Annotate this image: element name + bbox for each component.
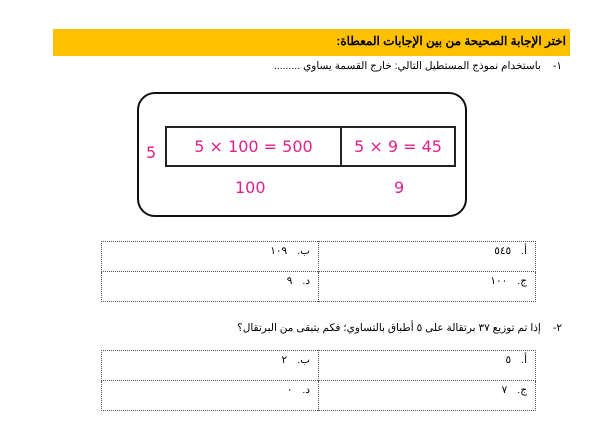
question-text: باستخدام نموذج المستطيل التالي: خارج القسمة يساوي ......... (273, 60, 541, 72)
question-1 (274, 60, 562, 72)
instruction-text: اختر الإجابة الصحيحة من بين الإجابات المعطاة: (336, 34, 566, 48)
model-bottom-label-b: 9 (394, 178, 405, 197)
question-1-options (101, 241, 536, 302)
model-cell-a: 5 × 100 = 500 (167, 128, 342, 165)
option-c[interactable]: ج.٧ (319, 381, 536, 411)
question-number: ١- (552, 60, 562, 72)
model-side-label: 5 (146, 143, 157, 162)
area-model-rectangle (165, 126, 456, 167)
model-bottom-label-a: 100 (235, 178, 266, 197)
option-d[interactable]: د.٩ (102, 272, 319, 302)
option-d[interactable]: د.٠ (102, 381, 319, 411)
question-2-options (101, 350, 536, 411)
model-cell-b: 5 × 9 = 45 (354, 137, 442, 156)
question-text: إذا تم توزيع ٣٧ برتقالة على ٥ أطباق بالتساوي؛ فكم يتبقى من البرتقال؟ (237, 322, 541, 334)
option-c[interactable]: ج.١٠٠ (319, 272, 536, 302)
option-b[interactable]: ب.١٠٩ (102, 242, 319, 272)
instruction-header (53, 29, 570, 56)
option-a[interactable]: أ.٥ (319, 351, 536, 381)
option-a[interactable]: أ.٥٤٥ (319, 242, 536, 272)
question-number: ٢- (552, 322, 562, 334)
option-b[interactable]: ب.٢ (102, 351, 319, 381)
question-2 (237, 322, 562, 334)
